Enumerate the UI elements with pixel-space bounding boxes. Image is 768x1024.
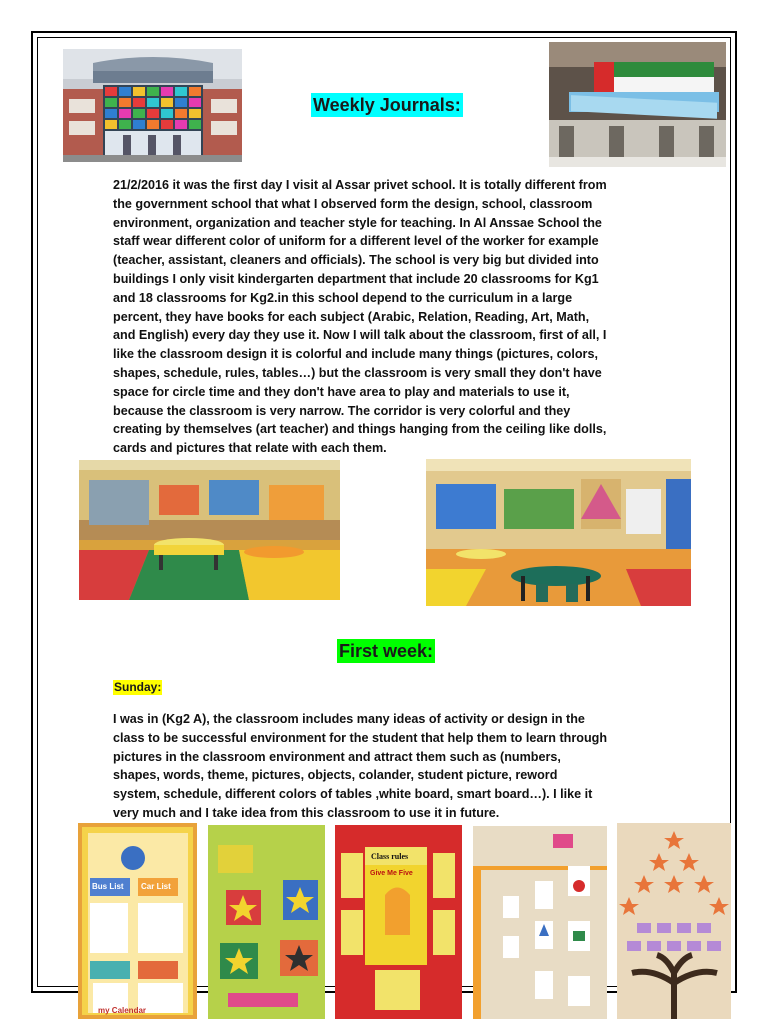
paragraph-line: like the classroom design it is colorful and include many things (pictures, colors,	[113, 347, 598, 362]
paragraph-line: pictures in the classroom environment and attract them such as (numbers,	[113, 749, 561, 764]
paragraph-line: I was in (Kg2 A), the classroom includes many ideas of activity or design in the	[113, 712, 585, 726]
weekly-journals-heading: Weekly Journals:	[313, 95, 461, 115]
paragraph-line: system, schedule, different colors of tables ,white board, smart board…). I like it	[113, 787, 593, 802]
paragraph-line: (teacher, assistant, cleaners and officials). The school is very big but divided into	[113, 253, 599, 268]
paragraph-line: buildings I only visit kindergarten department that include 20 classrooms for Kg1	[113, 271, 599, 286]
classroom-photo-left	[79, 460, 340, 600]
paragraph-line: because the classroom is very narrow. The corridor is very colorful and they	[113, 403, 571, 418]
give-me-five-label: Give Me Five	[370, 870, 413, 877]
corridor-charts-photo	[473, 826, 607, 1019]
bulletin-board-photo	[78, 823, 197, 1019]
paragraph-line: creating by themselves (art teacher) and things hanging from the ceiling like dolls,	[113, 422, 607, 437]
paragraph-line: the government school that what I observed form the design, school, classroom	[113, 196, 593, 211]
class-rules-photo	[335, 825, 462, 1019]
star-tree-photo	[617, 823, 731, 1019]
paragraph-line: class to be successful environment for the student that help them to learn through	[113, 730, 608, 745]
paragraph-line: space for circle time and they don't have area to play and materials to use it,	[113, 384, 570, 399]
corridor-flag-photo	[549, 42, 726, 167]
paragraph-line: very much and I take idea from this classroom to use it in future.	[113, 805, 500, 820]
class-rules-label: Class rules	[371, 852, 409, 861]
calendar-label: my Calendar	[98, 1006, 147, 1015]
first-week-heading: First week:	[339, 641, 434, 661]
paragraph-line: 21/2/2016 it was the first day I visit al Assar privet school. It is totally different from	[113, 178, 607, 192]
paragraph-line: staff wear different color of uniform for a different level of the worker for example	[113, 234, 599, 249]
shapes-wall-photo	[208, 825, 325, 1019]
paragraph-line: environment, organization and teacher style for teaching. In Al Anssae School the	[113, 215, 602, 230]
paragraph-line: cards and pictures that relate with each them.	[113, 441, 387, 456]
journal-paragraph-1	[113, 176, 607, 458]
car-list-label: Car List	[141, 882, 171, 891]
paragraph-line: and 18 classrooms for Kg2.in this school depend to the curriculum in a large	[113, 290, 573, 305]
paragraph-line: and English) every day they use it. Now I will talk about the classroom, first of all, I	[113, 328, 607, 343]
sunday-heading: Sunday:	[114, 680, 162, 694]
paragraph-line: shapes, words, theme, pictures, objects, colander, student picture, reword	[113, 768, 558, 783]
paragraph-line: percent, they have books for each subject (Arabic, Relation, Reading, Art, Math,	[113, 309, 590, 324]
school-building-photo	[63, 49, 242, 162]
bus-list-label: Bus List	[92, 882, 124, 891]
classroom-photo-right	[426, 459, 691, 606]
journal-paragraph-2	[113, 710, 607, 823]
paragraph-line: shapes, schedule, rules, tables…) but the classroom is very small they don't have	[113, 365, 602, 380]
